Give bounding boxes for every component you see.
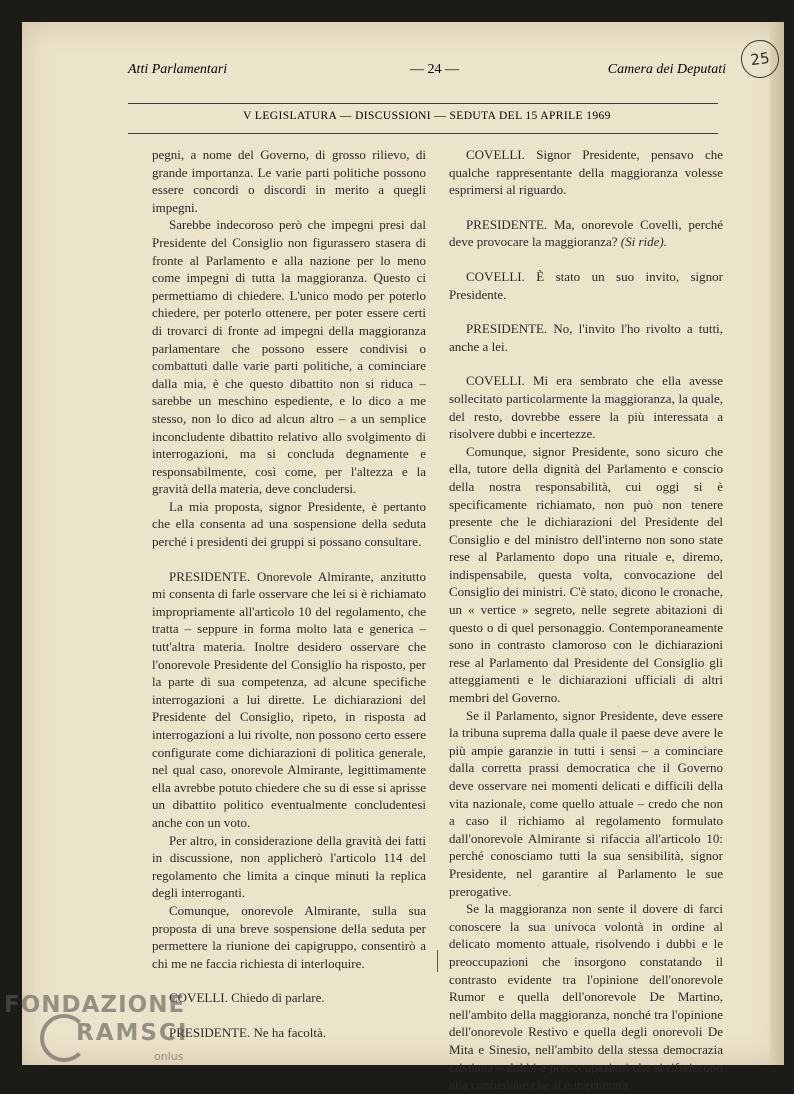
page-number-stamp: 25: [739, 38, 782, 81]
watermark-line2: RAMSCI: [76, 1020, 189, 1046]
paragraph: PRESIDENTE. No, l'invito l'ho rivolto a tutti, anche a lei.: [449, 321, 723, 354]
paragraph: PRESIDENTE. Ne ha facoltà.: [169, 1024, 327, 1040]
column-divider: [437, 950, 438, 972]
paragraph: COVELLI. È stato un suo invito, signor Presidente.: [449, 268, 723, 302]
header-right: Camera dei Deputati: [607, 62, 726, 77]
paragraph: [449, 216, 723, 251]
paragraph: Comunque, signor Presidente, sono sicuro che ella, tutore della dignità del Parlamento e conscio della nostra responsabilità, cui oggi si è specificamente richiamato, non può non tenere presente che le dichiarazioni del Presidente del Consiglio e del ministro dell'interno non sono state rese al Parlamento dopo una rituale e, diremo, indispensabile, questa volta, convocazione del Consiglio dei ministri. C'è stato, dicono le cronache, un « vertice » segreto, nelle segrete abitazioni di questo o di quel personaggio. Contemporaneamente sono in contrasto clamoroso con le dichiarazioni rese al Parlamento dal Presidente del Consiglio gli atteggiamenti e le dichiarazioni ufficiali di altri membri del Governo.: [449, 443, 723, 706]
page-edge: [770, 22, 784, 1065]
running-head: [128, 62, 726, 84]
paragraph: COVELLI. Chiedo di parlare.: [169, 990, 325, 1006]
paragraph: COVELLI. Mi era sembrato che ella avesse sollecitato particolarmente la maggioranza, la quale, del resto, dovrebbe essere la più interessata a risolvere dubbi e incertezze.: [449, 373, 723, 442]
paragraph-text: PRESIDENTE. Ma, onorevole Covelli, perché deve provocare la maggioranza?: [449, 216, 723, 250]
header-left: Atti Parlamentari: [128, 62, 228, 77]
left-column: [152, 146, 426, 1042]
header-rule-top: [128, 103, 718, 104]
paragraph: Se la maggioranza non sente il dovere di farci conoscere la sua univoca volontà in ordine al delicato momento attuale, risolvendo i dubbi e le preoccupazioni che insorgono constatando il contrasto evidente tra l'opinione dell'onorevole Rumor e quella dell'onorevole De Martino, nell'ambito della maggioranza, nonché tra l'opinione dell'onorevole Restivo e quella degli onorevoli De Mita e Sinesio, nell'ambito della stessa democrazia cristiana – dubbi e preoccupazioni che si riferiscono alla confusione che si è ingenerata: [449, 901, 723, 1093]
watermark-line1: FONDAZIONE: [4, 992, 186, 1018]
paragraph: Sarebbe indecoroso però che impegni presi dal Presidente del Consiglio non figurassero stasera di fronte al Parlamento e alla nazione per lo meno come impegni di tutta la maggioranza. Questo ci permettiamo di chiedere. L'unico modo per poterlo chiedere, per poterlo ottenere, per poter essere certi di trovarci di fronte ad impegni della maggioranza parlamentare che possono essere condivisi o combattuti dalle varie parti politiche, a cominciare dalla mia, è che questo dibattito non si riduca – sarebbe un meschino espediente, e lo dico a me stesso, non lo dico ad alcun altro – a un semplice inconcludente dibattito relativo allo svolgimento di interrogazioni, ma si concluda degnamente e responsabilmente, così come, per l'altezza e la gravità della materia, deve concludersi.: [152, 217, 426, 497]
session-line: V LEGISLATURA — DISCUSSIONI — SEDUTA DEL 15 APRILE 1969: [243, 110, 611, 122]
header-page-number: — 24 —: [410, 62, 459, 77]
paragraph: La mia proposta, signor Presidente, è pertanto che ella consenta ad una sospensione della seduta perché i presidenti dei gruppi si possano consultare.: [152, 498, 426, 550]
paragraph: Comunque, onorevole Almirante, sulla sua proposta di una breve sospensione della seduta per permettere la riunione dei capigruppo, consentirò a chi me ne faccia richiesta di interloquire.: [152, 902, 426, 971]
paragraph: Se il Parlamento, signor Presidente, deve essere la tribuna suprema dalla quale il paese deve avere le più ampie garanzie in tutti i sensi – a cominciare dalla corretta prassi democratica che il Governo deve osservare nei momenti delicati e difficili della vita nazionale, come quello attuale – credo che non a caso il richiamo al regolamento formulato dall'onorevole Almirante si rifaccia all'articolo 10: perché conosciamo tutti la sua sensibilità, signor Presidente, nel garantire al Parlamento le sue prerogative.: [449, 707, 723, 899]
paragraph: pegni, a nome del Governo, di grosso rilievo, di grande importanza. Le varie parti politiche possono essere concordi o discordi in merito a quegli impegni.: [152, 147, 426, 215]
watermark-line3: onlus: [154, 1050, 184, 1063]
paragraph: COVELLI. Signor Presidente, pensavo che qualche rappresentante della maggioranza volesse esprimersi al riguardo.: [449, 147, 723, 198]
paragraph: PRESIDENTE. Onorevole Almirante, anzitutto mi consenta di farle osservare che lei si è richiamato impropriamente all'articolo 10 del regolamento, che tratta – seppure in forma molto lata e generica – tutt'altra materia. Inoltre desidero osservare che l'onorevole Presidente del Consiglio ha risposto, per la parte di sua competenza, ad alcune specifiche interrogazioni a lui dirette. Le dichiarazioni del Presidente del Consiglio, ripeto, in risposta ad interrogazioni a lui rivolte, non possono certo essere configurate come dichiarazioni di politica generale, nel qual caso, onorevole Almirante, legittimamente ella avrebbe potuto chiedere che su di esse si aprisse un dibattito politico eventualmente concludentesi anche con un voto.: [152, 568, 426, 830]
paragraph: Per altro, in considerazione della gravità dei fatti in discussione, non applicherò l'articolo 114 del regolamento che limita a cinque minuti la replica degli interroganti.: [152, 832, 426, 901]
right-column: [449, 146, 723, 1094]
watermark-logo: [4, 990, 224, 1070]
header-rule-bottom: [128, 133, 718, 134]
stage-direction: (Si ride).: [620, 234, 668, 250]
